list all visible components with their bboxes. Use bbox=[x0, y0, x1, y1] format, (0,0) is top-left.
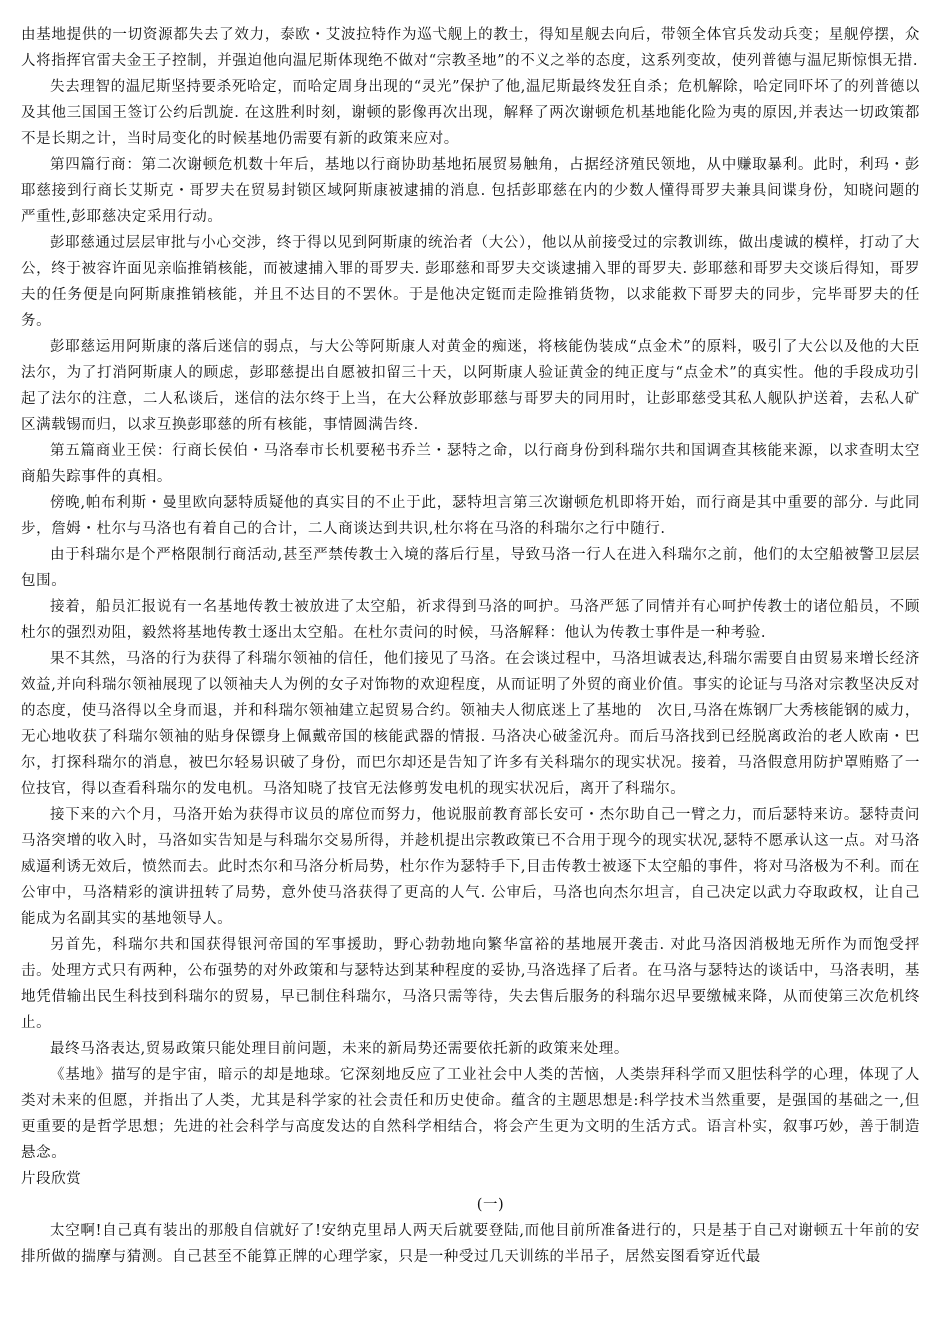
paragraph-10: 果不其然，马洛的行为获得了科瑞尔领袖的信任，他们接见了马洛。在会谈过程中，马洛坦诚表达,科瑞尔需要自由贸易来增长经济效益,并向科瑞尔领袖展现了以领袖夫人为例的女子对饰物的欢迎程度，从而证明了外贸的商业价值。事实的论证与马洛对宗教坚决反对的态度，使马洛得以全身而退，并和科瑞尔领袖建立起贸易合约。领袖夫人彻底迷上了基地的 次日,马洛在炼钢厂大秀核能钢的威力，无心地收获了科瑞尔领袖的贴身保镖身上佩戴帝国的核能武器的情报. 马洛决心破釜沉舟。而后马洛找到已经脱离政治的老人欧南・巴尔，打探科瑞尔的消息，被巴尔轻易识破了身份，而巴尔却还是告知了许多有关科瑞尔的现实状况。接着，马洛假意用防护罩贿赂了一位技官，得以查看科瑞尔的发电机。马洛知晓了技官无法修剪发电机的现实状况后，离开了科瑞尔。 bbox=[21, 651, 920, 797]
section-number: (一) bbox=[476, 1197, 505, 1213]
paragraph-8: 由于科瑞尔是个严格限制行商活动,甚至严禁传教士入境的落后行星，导致马洛一行人在进入科瑞尔之前，他们的太空船被警卫层层包围。 bbox=[21, 547, 920, 589]
paragraph-9: 接着，船员汇报说有一名基地传教士被放进了太空船，祈求得到马洛的呵护。马洛严惩了同情并有心呵护传教士的诸位船员，不顾杜尔的强烈劝阻，毅然将基地传教士逐出太空船。在杜尔责问的时候，马洛解释：他认为传教士事件是一种考验. bbox=[21, 599, 920, 641]
excerpt-paragraph: 太空啊!自己真有装出的那般自信就好了!安纳克里昂人两天后就要登陆,而他目前所准备进行的，只是基于自己对谢顿五十年前的安排所做的揣摩与猜测。自己甚至不能算正牌的心理学家，只是一种受过几天训练的半吊子，居然妄图看穿近代最 bbox=[21, 1223, 920, 1265]
paragraph-14: 《基地》描写的是宇宙，暗示的却是地球。它深刻地反应了工业社会中人类的苦恼，人类崇拜科学而又胆怯科学的心理，体现了人类对未来的但愿，并指出了人类，尤其是科学家的社会责任和历史使命。蕴含的主题思想是:科学技术当然重要，是强国的基础之一,但更重要的是哲学思想；先进的社会科学与高度发达的自然科学相结合，将会产生更为文明的生活方式。语言朴实，叙事巧妙，善于制造悬念。 bbox=[21, 1067, 920, 1161]
paragraph-7: 傍晚,帕布利斯・曼里欧向瑟特质疑他的真实目的不止于此，瑟特坦言第三次谢顿危机即将开始，而行商是其中重要的部分. 与此同步，詹姆・杜尔与马洛也有着自己的合计，二人商谈达到共识,杜尔将在马洛的科瑞尔之行中随行. bbox=[21, 495, 920, 537]
paragraph-1: 由基地提供的一切资源都失去了效力，泰欧・艾波拉特作为巡弋舰上的教士，得知星舰去向后，带领全体官兵发动兵变；星舰停摆，众人将指挥官雷夫金王子控制，并强迫他向温尼斯体现绝不做对“宗教圣地”的不义之举的态度，这系列变故，使列普德与温尼斯惊惧无措. bbox=[21, 27, 920, 69]
paragraph-5: 彭耶慈运用阿斯康的落后迷信的弱点，与大公等阿斯康人对黄金的痴迷，将核能伪装成“点金术”的原料，吸引了大公以及他的大臣法尔，为了打消阿斯康人的顾虑，彭耶慈提出自愿被扣留三十天，以阿斯康人验证黄金的纯正度与“点金术”的真实性。他的手段成功引起了法尔的注意，二人私谈后，迷信的法尔终于上当，在大公释放彭耶慈与哥罗夫的同用时，让彭耶慈受其私人舰队护送着，去私人矿区满载锡而归，以求互换彭耶慈的所有核能，事情圆满告终. bbox=[21, 339, 920, 433]
paragraph-6: 第五篇商业王侯：行商长侯伯・马洛奉市长机要秘书乔兰・瑟特之命，以行商身份到科瑞尔共和国调查其核能来源，以求查明太空商船失踪事件的真相。 bbox=[21, 443, 920, 485]
excerpt-heading: 片段欣赏 bbox=[21, 1171, 82, 1187]
paragraph-2: 失去理智的温尼斯坚持要杀死哈定，而哈定周身出现的“灵光”保护了他,温尼斯最终发狂自杀；危机解除，哈定同吓坏了的列普德以及其他三国国王签订公约后凯旋. 在这胜利时刻，谢顿的影像再次出现，解释了两次谢顿危机基地能化险为夷的原因,并表达一切政策都不是长期之计，当时局变化的时候基地仍需要有新的政策来应对。 bbox=[21, 79, 920, 147]
paragraph-13: 最终马洛表达,贸易政策只能处理目前问题，未来的新局势还需要依托新的政策来处理。 bbox=[50, 1041, 630, 1057]
paragraph-3: 第四篇行商：第二次谢顿危机数十年后，基地以行商协助基地拓展贸易触角，占据经济殖民领地，从中赚取暴利。此时，利玛・彭耶慈接到行商长艾斯克・哥罗夫在贸易封锁区域阿斯康被逮捕的消息. 包括彭耶慈在内的少数人懂得哥罗夫兼具间谍身份，知晓问题的严重性,彭耶慈决定采用行动。 bbox=[21, 157, 920, 225]
paragraph-11: 接下来的六个月，马洛开始为获得市议员的席位而努力，他说服前教育部长安可・杰尔助自己一臂之力，而后瑟特来访。瑟特责问马洛突增的收入时，马洛如实告知是与科瑞尔交易所得，并趁机提出宗教政策已不合用于现今的现实状况,瑟特不愿承认这一点。对马洛威逼利诱无效后，愤然而去。此时杰尔和马洛分析局势，杜尔作为瑟特手下,目击传教士被逐下太空船的事件，将对马洛极为不利。而在公审中，马洛精彩的演讲扭转了局势，意外使马洛获得了更高的人气. 公审后，马洛也向杰尔坦言，自己决定以武力夺取政权，让自己能成为名副其实的基地领导人。 bbox=[21, 807, 920, 927]
paragraph-12: 另首先，科瑞尔共和国获得银河帝国的军事援助，野心勃勃地向繁华富裕的基地展开袭击. 对此马洛因消极地无所作为而饱受抨击。处理方式只有两种，公布强势的对外政策和与瑟特达到某种程度的妥协,马洛选择了后者。在马洛与瑟特达的谈话中，马洛表明，基地凭借输出民生科技到科瑞尔的贸易，早已制住科瑞尔，马洛只需等待，失去售后服务的科瑞尔迟早要缴械来降，从而使第三次危机终止。 bbox=[21, 937, 920, 1031]
paragraph-4: 彭耶慈通过层层审批与小心交涉，终于得以见到阿斯康的统治者（大公），他以从前接受过的宗教训练，做出虔诚的模样，打动了大公，终于被容许面见亲临推销核能，而被逮捕入罪的哥罗夫. 彭耶慈和哥罗夫交谈逮捕入罪的哥罗夫. 彭耶慈和哥罗夫交谈后得知，哥罗夫的任务便是向阿斯康推销核能，并且不达目的不罢休。于是他决定铤而走险推销货物，以求能救下哥罗夫的同步，完毕哥罗夫的任务。 bbox=[21, 235, 920, 329]
